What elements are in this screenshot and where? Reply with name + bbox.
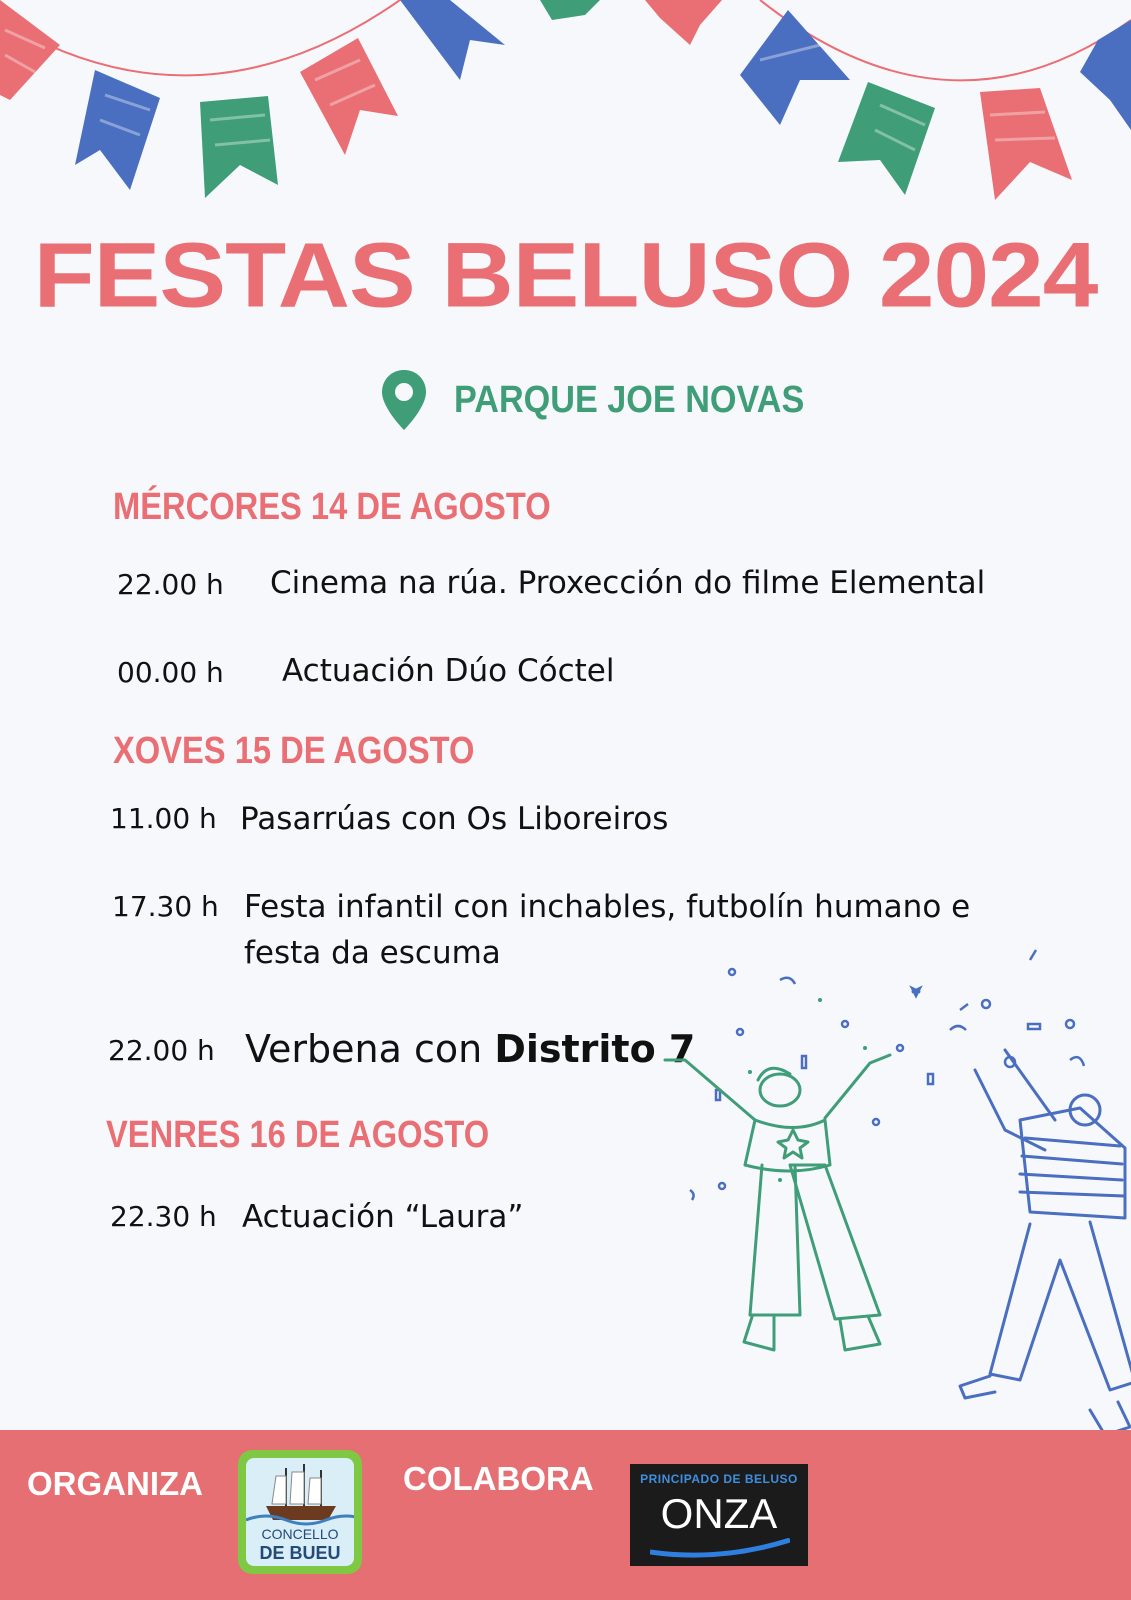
ship-icon <box>246 1458 354 1528</box>
event-time: 22.00 h <box>108 1034 215 1067</box>
day-heading: XOVES 15 DE AGOSTO <box>113 730 475 772</box>
organiza-label: ORGANIZA <box>27 1465 203 1502</box>
principado-text: PRINCIPADO DE BELUSO <box>640 1472 798 1486</box>
map-pin-icon <box>380 368 428 432</box>
colabora-label: COLABORA <box>403 1460 594 1497</box>
location-name: PARQUE JOE NOVAS <box>454 378 805 421</box>
wave-icon <box>650 1538 790 1558</box>
event-description: Actuación “Laura” <box>242 1199 524 1235</box>
event-time: 00.00 h <box>117 656 224 689</box>
event-time: 22.30 h <box>110 1200 217 1233</box>
event-text: Verbena con <box>245 1027 495 1071</box>
event-description: Festa infantil con inchables, futbolín humano e festa da escuma <box>244 889 971 971</box>
event-time: 11.00 h <box>110 802 217 835</box>
poster-title: FESTAS BELUSO 2024 <box>33 223 1098 327</box>
concello-text: CONCELLO <box>261 1526 339 1542</box>
dancing-people-illustration <box>660 940 1131 1440</box>
event-time: 17.30 h <box>112 890 219 923</box>
day-heading: VENRES 16 DE AGOSTO <box>106 1114 490 1156</box>
event-highlight: Distrito 7 <box>494 1027 696 1071</box>
day-heading: MÉRCORES 14 DE AGOSTO <box>113 486 551 528</box>
footer-bar <box>0 1430 1131 1600</box>
concello-de-bueu-logo <box>238 1450 362 1574</box>
onza-text: ONZA <box>660 1490 778 1537</box>
onza-logo <box>630 1464 808 1566</box>
event-description: Actuación Dúo Cóctel <box>282 653 615 689</box>
event-description: Pasarrúas con Os Liboreiros <box>240 801 669 837</box>
bueu-text: DE BUEU <box>259 1543 341 1563</box>
bunting-decoration <box>0 0 1131 210</box>
event-time: 22.00 h <box>117 568 224 601</box>
event-description <box>245 1026 695 1072</box>
location <box>380 368 843 432</box>
event-description: Cinema na rúa. Proxección do filme Elemental <box>270 565 986 601</box>
